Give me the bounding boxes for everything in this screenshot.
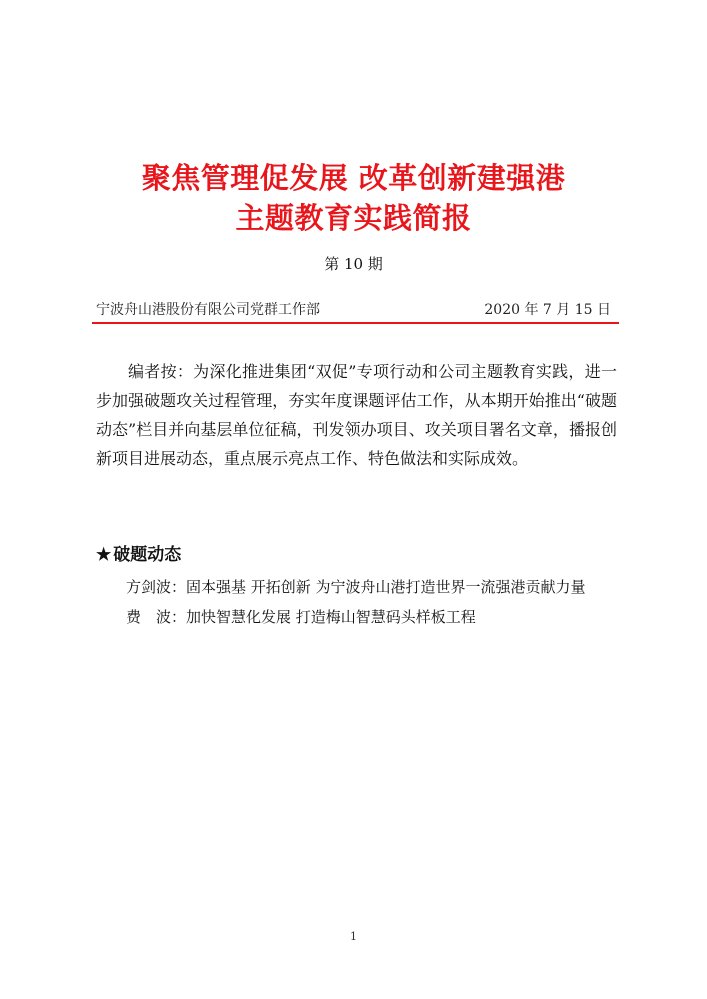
article-list-item: 方剑波：固本强基 开拓创新 为宁波舟山港打造世界一流强港贡献力量 (126, 578, 586, 596)
publish-date: 2020 年 7 月 15 日 (484, 302, 611, 318)
article-list-item: 费 波：加快智慧化发展 打造梅山智慧码头样板工程 (126, 608, 476, 626)
section-heading-label: 破题动态 (113, 545, 182, 565)
star-icon: ★ (96, 545, 112, 565)
masthead-meta-row (96, 300, 615, 320)
bulletin-title-line-1: 聚焦管理促发展 改革创新建强港 (141, 161, 566, 195)
bulletin-title-line-2: 主题教育实践简报 (235, 201, 472, 235)
section-heading (96, 543, 181, 567)
page-number: 1 (350, 930, 357, 943)
red-divider-line (92, 322, 619, 324)
editor-note-paragraph: 编者按：为深化推进集团“双促”专项行动和公司主题教育实践，进一步加强破题攻关过程管理，夯实年度课题评估工作，从本期开始推出“破题动态”栏目并向基层单位征稿，刊发领办项目、攻关项目署名文章，播报创新项目进展动态，重点展示亮点工作、特色做法和实际成效。 (96, 362, 617, 468)
issue-number: 第 10 期 (324, 255, 383, 273)
publisher-name: 宁波舟山港股份有限公司党群工作部 (96, 302, 320, 318)
